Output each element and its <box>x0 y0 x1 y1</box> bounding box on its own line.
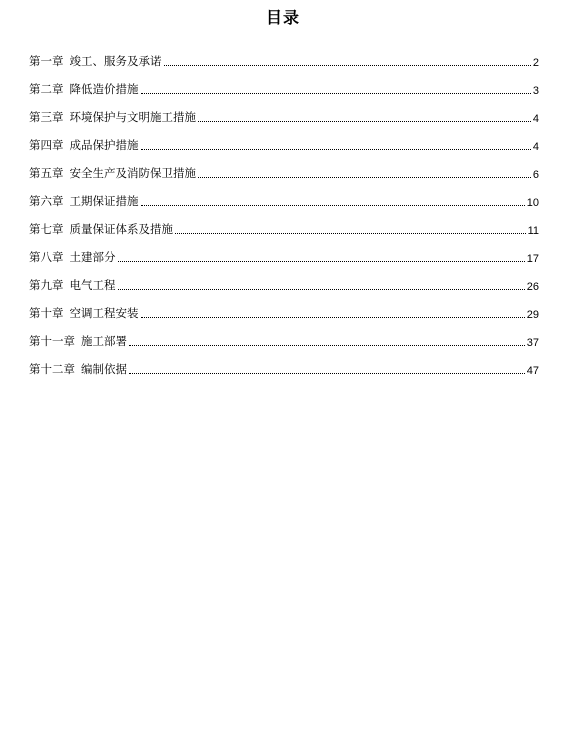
toc-chapter-number: 第七章 <box>29 222 64 236</box>
toc-chapter-number: 第四章 <box>29 138 64 152</box>
toc-page-number: 29 <box>526 309 539 321</box>
toc-entry[interactable] <box>29 237 539 265</box>
toc-page-number: 4 <box>532 141 539 153</box>
toc-dot-leader <box>198 177 531 178</box>
toc-dot-leader <box>129 345 525 346</box>
toc-chapter-number: 第六章 <box>29 194 64 208</box>
toc-title: 目录 <box>265 8 300 27</box>
toc-dot-leader <box>141 93 531 94</box>
toc-chapter-number: 第八章 <box>29 250 64 264</box>
toc-page-number: 3 <box>532 85 539 97</box>
toc-dot-leader <box>164 65 531 66</box>
toc-dot-leader <box>175 233 526 234</box>
toc-entry[interactable] <box>29 97 539 125</box>
toc-chapter-title: 工期保证措施 <box>69 194 139 208</box>
toc-chapter-number: 第二章 <box>29 82 64 96</box>
toc-chapter-title: 电气工程 <box>69 278 116 292</box>
toc-entry[interactable] <box>29 265 539 293</box>
toc-entry[interactable] <box>29 69 539 97</box>
toc-entry[interactable] <box>29 209 539 237</box>
toc-chapter-title: 竣工、服务及承诺 <box>69 54 162 68</box>
toc-chapter-number: 第一章 <box>29 54 64 68</box>
toc-dot-leader <box>118 289 525 290</box>
toc-dot-leader <box>141 317 525 318</box>
toc-entry[interactable] <box>29 125 539 153</box>
toc-page-number: 17 <box>526 253 539 265</box>
toc-chapter-title: 编制依据 <box>81 362 127 376</box>
toc-page-number: 47 <box>526 365 539 377</box>
toc-page-number: 6 <box>532 169 539 181</box>
toc-dot-leader <box>118 261 525 262</box>
toc-chapter-title: 降低造价措施 <box>69 82 139 96</box>
toc-chapter-number: 第十章 <box>29 306 64 320</box>
toc-chapter-title: 施工部署 <box>81 334 127 348</box>
toc-page-number: 11 <box>527 225 539 237</box>
toc-chapter-number: 第三章 <box>29 110 64 124</box>
toc-entry[interactable] <box>29 41 539 69</box>
toc-page-number: 26 <box>526 281 539 293</box>
toc-chapter-number: 第五章 <box>29 166 64 180</box>
toc-dot-leader <box>129 373 525 374</box>
toc-entry[interactable] <box>29 321 539 349</box>
toc-chapter-title: 成品保护措施 <box>69 138 139 152</box>
toc-page-number: 10 <box>526 197 539 209</box>
toc-dot-leader <box>198 121 531 122</box>
toc-dot-leader <box>141 149 531 150</box>
toc-entry[interactable] <box>29 153 539 181</box>
toc-dot-leader <box>141 205 525 206</box>
toc-chapter-number: 第九章 <box>29 278 64 292</box>
toc-chapter-title: 质量保证体系及措施 <box>69 222 173 236</box>
toc-chapter-title: 土建部分 <box>69 250 116 264</box>
toc-entry[interactable] <box>29 293 539 321</box>
toc-entry[interactable] <box>29 181 539 209</box>
toc-page-number: 4 <box>532 113 539 125</box>
toc-chapter-number: 第十二章 <box>29 362 75 376</box>
toc-page-number: 37 <box>526 337 539 349</box>
toc-chapter-title: 安全生产及消防保卫措施 <box>69 166 196 180</box>
toc-chapter-number: 第十一章 <box>29 334 75 348</box>
toc-chapter-title: 空调工程安装 <box>69 306 139 320</box>
toc-chapter-title: 环境保护与文明施工措施 <box>69 110 196 124</box>
toc-list <box>29 41 539 377</box>
toc-page-number: 2 <box>532 57 539 69</box>
toc-entry[interactable] <box>29 349 539 377</box>
